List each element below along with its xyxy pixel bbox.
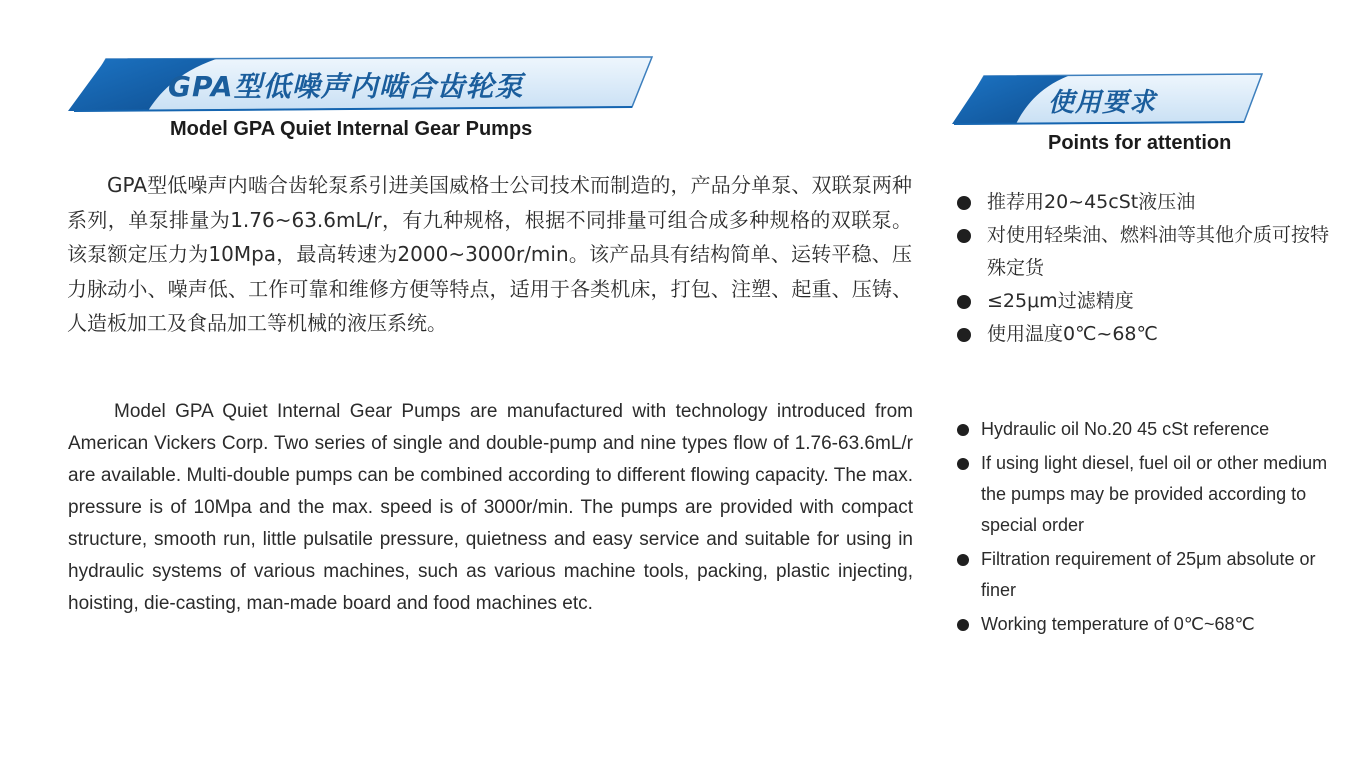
list-item: If using light diesel, fuel oil or other medium the pumps may be provided according to special order (957, 448, 1337, 541)
main-title-banner (66, 55, 656, 115)
list-item: ≤25μm过滤精度 (957, 285, 1347, 318)
side-title-cn: 使用要求 (1048, 88, 1157, 118)
side-title-en: Points for attention (1048, 132, 1232, 154)
list-item: Filtration requirement of 25μm absolute or finer (957, 544, 1337, 606)
main-title-en: Model GPA Quiet Internal Gear Pumps (170, 118, 533, 140)
list-item: Hydraulic oil No.20 45 cSt reference (957, 414, 1337, 445)
description-en: Model GPA Quiet Internal Gear Pumps are manufactured with technology introduced from American Vickers Corp. Two series of single and double-pump and nine types flow of 1.76-63.6mL/r are available. Multi-double pumps can be combined according to different flowing capacity. The max. pressure is of 10Mpa and the max. speed is of 3000r/min. The pumps are provided with compact structure, smooth run, little pulsatile pressure, quietness and easy service and suitable for using in hydraulic systems of various machines, such as various machine tools, packing, plastic injecting, hoisting, die-casting, man-made board and food machines etc. (68, 401, 913, 614)
main-title-cn: GPA型低噪声内啮合齿轮泵 (168, 70, 524, 103)
list-item: 推荐用20~45cSt液压油 (957, 186, 1347, 219)
side-title-banner (950, 72, 1266, 128)
requirements-list-en (957, 414, 1337, 643)
list-item: 使用温度0℃~68℃ (957, 318, 1347, 351)
list-item: 对使用轻柴油、燃料油等其他介质可按特殊定货 (957, 219, 1347, 285)
list-item: Working temperature of 0℃~68℃ (957, 609, 1337, 640)
requirements-list-cn (957, 186, 1347, 351)
description-cn: GPA型低噪声内啮合齿轮泵系引进美国威格士公司技术而制造的，产品分单泵、双联泵两种系列，单泵排量为1.76~63.6mL/r，有九种规格，根据不同排量可组合成多种规格的双联泵。该泵额定压力为10Mpa，最高转速为2000~3000r/min。该产品具有结构简单、运转平稳、压力脉动小、噪声低、工作可靠和维修方便等特点，适用于各类机床，打包、注塑、起重、压铸、人造板加工及食品加工等机械的液压系统。 (67, 173, 912, 335)
